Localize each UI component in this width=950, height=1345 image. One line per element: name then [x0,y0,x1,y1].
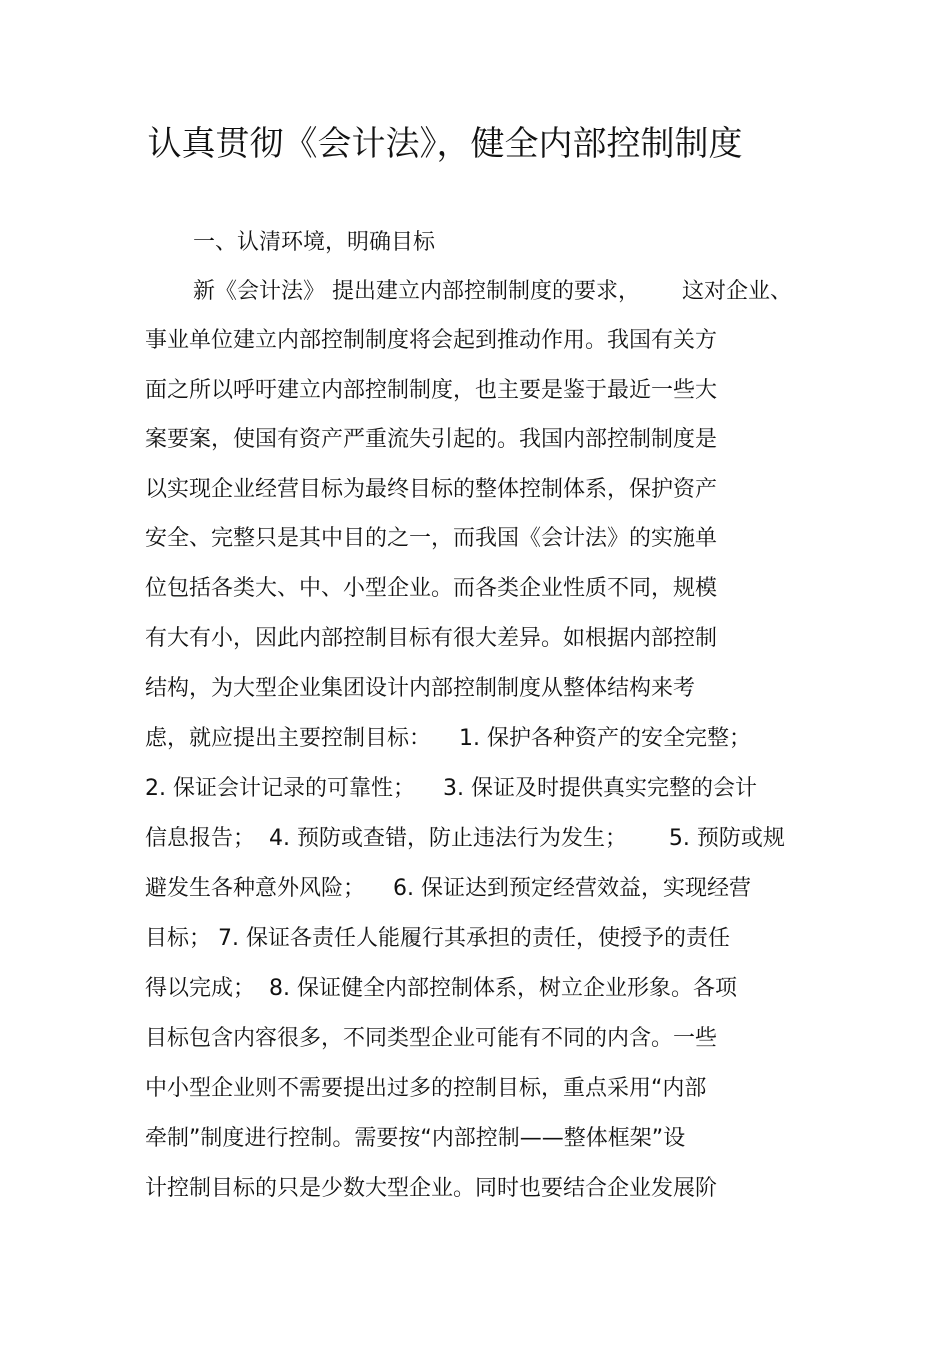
paragraph-line: 面之所以呼吁建立内部控制制度，也主要是鉴于最近一些大 [145,378,718,403]
paragraph-line: 以实现企业经营目标为最终目标的整体控制体系，保护资产 [145,477,718,502]
paragraph-line: 计控制目标的只是少数大型企业。同时也要结合企业发展阶 [145,1176,718,1201]
paragraph-line: 有大有小，因此内部控制目标有很大差异。如根据内部控制 [145,626,718,651]
paragraph-line: 2. 保证会计记录的可靠性； 3. 保证及时提供真实完整的会计 [145,776,757,801]
paragraph-line: 避发生各种意外风险； 6. 保证达到预定经营效益，实现经营 [145,876,751,901]
paragraph-line: 结构，为大型企业集团设计内部控制制度从整体结构来考 [145,676,696,701]
paragraph-line: 得以完成； 8. 保证健全内部控制体系，树立企业形象。各项 [145,976,737,1001]
paragraph-line: 目标包含内容很多，不同类型企业可能有不同的内含。一些 [145,1026,718,1051]
paragraph-line: 新《会计法》 提出建立内部控制制度的要求， 这对企业、 [193,279,792,304]
paragraph-line: 事业单位建立内部控制制度将会起到推动作用。我国有关方 [145,328,718,353]
paragraph-line: 中小型企业则不需要提出过多的控制目标，重点采用“内部 [145,1076,707,1101]
paragraph-line: 虑，就应提出主要控制目标： 1. 保护各种资产的安全完整； [145,726,751,751]
paragraph-line: 目标； 7. 保证各责任人能履行其承担的责任，使授予的责任 [145,926,730,951]
paragraph-line: 牵制”制度进行控制。需要按“内部控制——整体框架”设 [145,1126,686,1151]
section-heading: 一、认清环境，明确目标 [193,230,436,255]
paragraph-line: 案要案，使国有资产严重流失引起的。我国内部控制制度是 [145,427,718,452]
paragraph-line: 信息报告； 4. 预防或查错，防止违法行为发生； 5. 预防或规 [145,826,785,851]
paragraph-line: 位包括各类大、中、小型企业。而各类企业性质不同，规模 [145,576,718,601]
document-title: 认真贯彻《会计法》，健全内部控制制度 [147,124,743,164]
paragraph-line: 安全、完整只是其中目的之一，而我国《会计法》的实施单 [145,526,718,551]
